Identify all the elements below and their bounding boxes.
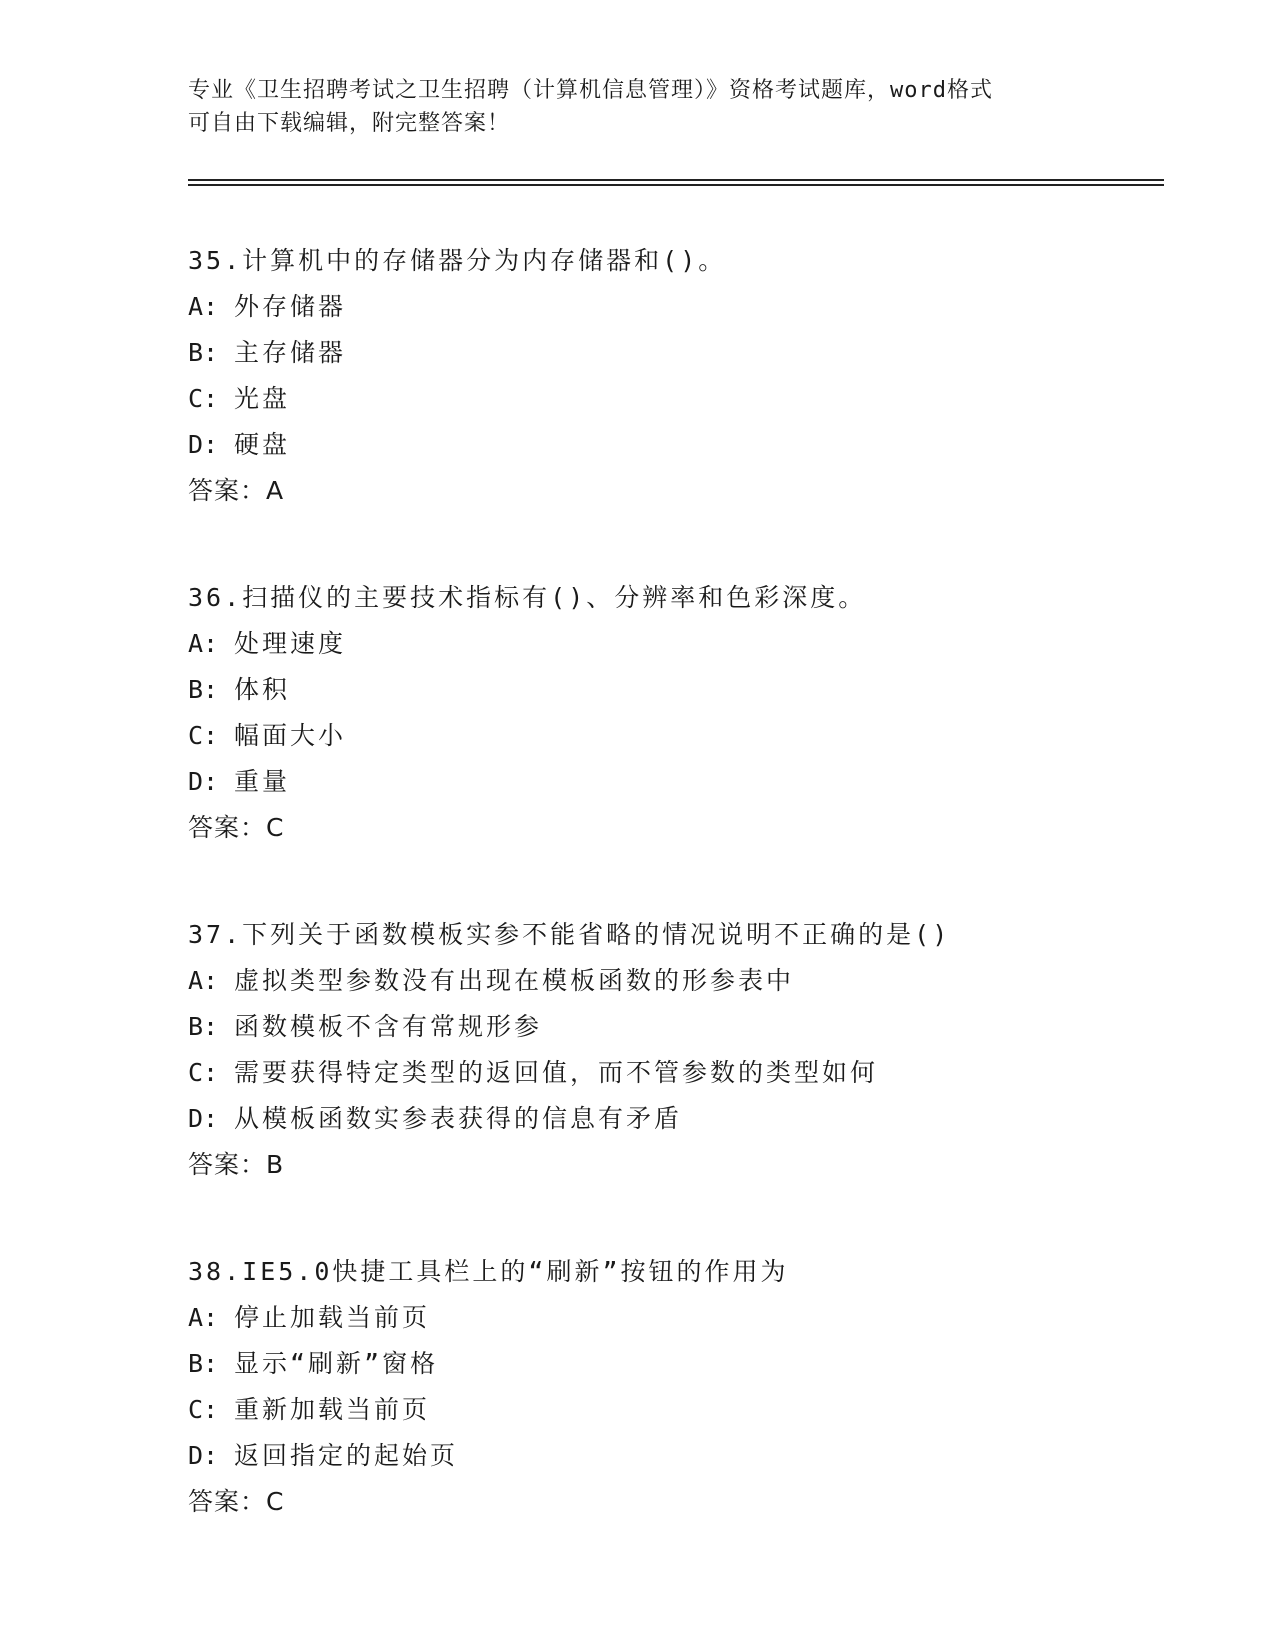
option-d: [188, 422, 1178, 468]
option-text: 从模板函数实参表获得的信息有矛盾: [234, 1104, 683, 1133]
option-text: 返回指定的起始页: [234, 1441, 459, 1470]
question-stem: 36.扫描仪的主要技术指标有()、分辨率和色彩深度。: [188, 583, 867, 612]
option-key: B:: [188, 1012, 219, 1041]
option-text: 函数模板不含有常规形参: [234, 1012, 543, 1041]
option-a: [188, 284, 1178, 330]
option-text: 虚拟类型参数没有出现在模板函数的形参表中: [234, 966, 795, 995]
option-a: [188, 621, 1178, 667]
answer-line: 答案：B: [188, 1150, 285, 1179]
document-header: [188, 74, 1088, 140]
option-b: [188, 1341, 1178, 1387]
option-text: 处理速度: [234, 629, 347, 658]
option-text: 体积: [234, 675, 291, 704]
question-38: [188, 1249, 1178, 1525]
option-key: C:: [188, 1395, 219, 1424]
option-text: 主存储器: [234, 338, 347, 367]
option-key: B:: [188, 1349, 219, 1378]
option-text: 重量: [234, 767, 291, 796]
question-stem: 38.IE5.0快捷工具栏上的“刷新”按钮的作用为: [188, 1257, 789, 1286]
question-37: [188, 912, 1178, 1188]
option-c: [188, 1050, 1178, 1096]
question-stem: 35.计算机中的存储器分为内存储器和()。: [188, 246, 727, 275]
question-35: [188, 238, 1178, 514]
header-divider-bottom: [188, 184, 1164, 186]
option-text: 显示“刷新”窗格: [234, 1349, 439, 1378]
option-text: 外存储器: [234, 292, 347, 321]
option-c: [188, 713, 1178, 759]
answer-line: 答案：A: [188, 476, 285, 505]
header-line-2: 可自由下载编辑，附完整答案！: [188, 111, 511, 136]
option-key: C:: [188, 721, 219, 750]
option-key: A:: [188, 966, 219, 995]
option-b: [188, 330, 1178, 376]
option-key: C:: [188, 384, 219, 413]
option-text: 硬盘: [234, 430, 291, 459]
option-key: A:: [188, 1303, 219, 1332]
option-d: [188, 759, 1178, 805]
answer-line: 答案：C: [188, 813, 285, 842]
option-key: D:: [188, 1104, 219, 1133]
option-key: C:: [188, 1058, 219, 1087]
question-36: [188, 575, 1178, 851]
question-list: [188, 238, 1178, 1586]
option-a: [188, 958, 1178, 1004]
option-text: 需要获得特定类型的返回值，而不管参数的类型如何: [234, 1058, 879, 1087]
option-d: [188, 1433, 1178, 1479]
option-key: B:: [188, 675, 219, 704]
question-stem: 37.下列关于函数模板实参不能省略的情况说明不正确的是(): [188, 920, 951, 949]
option-key: D:: [188, 430, 219, 459]
header-line-1: 专业《卫生招聘考试之卫生招聘（计算机信息管理）》资格考试题库，word格式: [188, 78, 993, 103]
option-key: A:: [188, 629, 219, 658]
option-c: [188, 376, 1178, 422]
option-text: 幅面大小: [234, 721, 347, 750]
option-b: [188, 1004, 1178, 1050]
answer-line: 答案：C: [188, 1487, 285, 1516]
option-key: D:: [188, 767, 219, 796]
option-d: [188, 1096, 1178, 1142]
option-text: 停止加载当前页: [234, 1303, 431, 1332]
option-key: A:: [188, 292, 219, 321]
option-c: [188, 1387, 1178, 1433]
option-key: D:: [188, 1441, 219, 1470]
option-text: 重新加载当前页: [234, 1395, 431, 1424]
option-a: [188, 1295, 1178, 1341]
option-text: 光盘: [234, 384, 291, 413]
option-b: [188, 667, 1178, 713]
header-divider-top: [188, 179, 1164, 181]
option-key: B:: [188, 338, 219, 367]
